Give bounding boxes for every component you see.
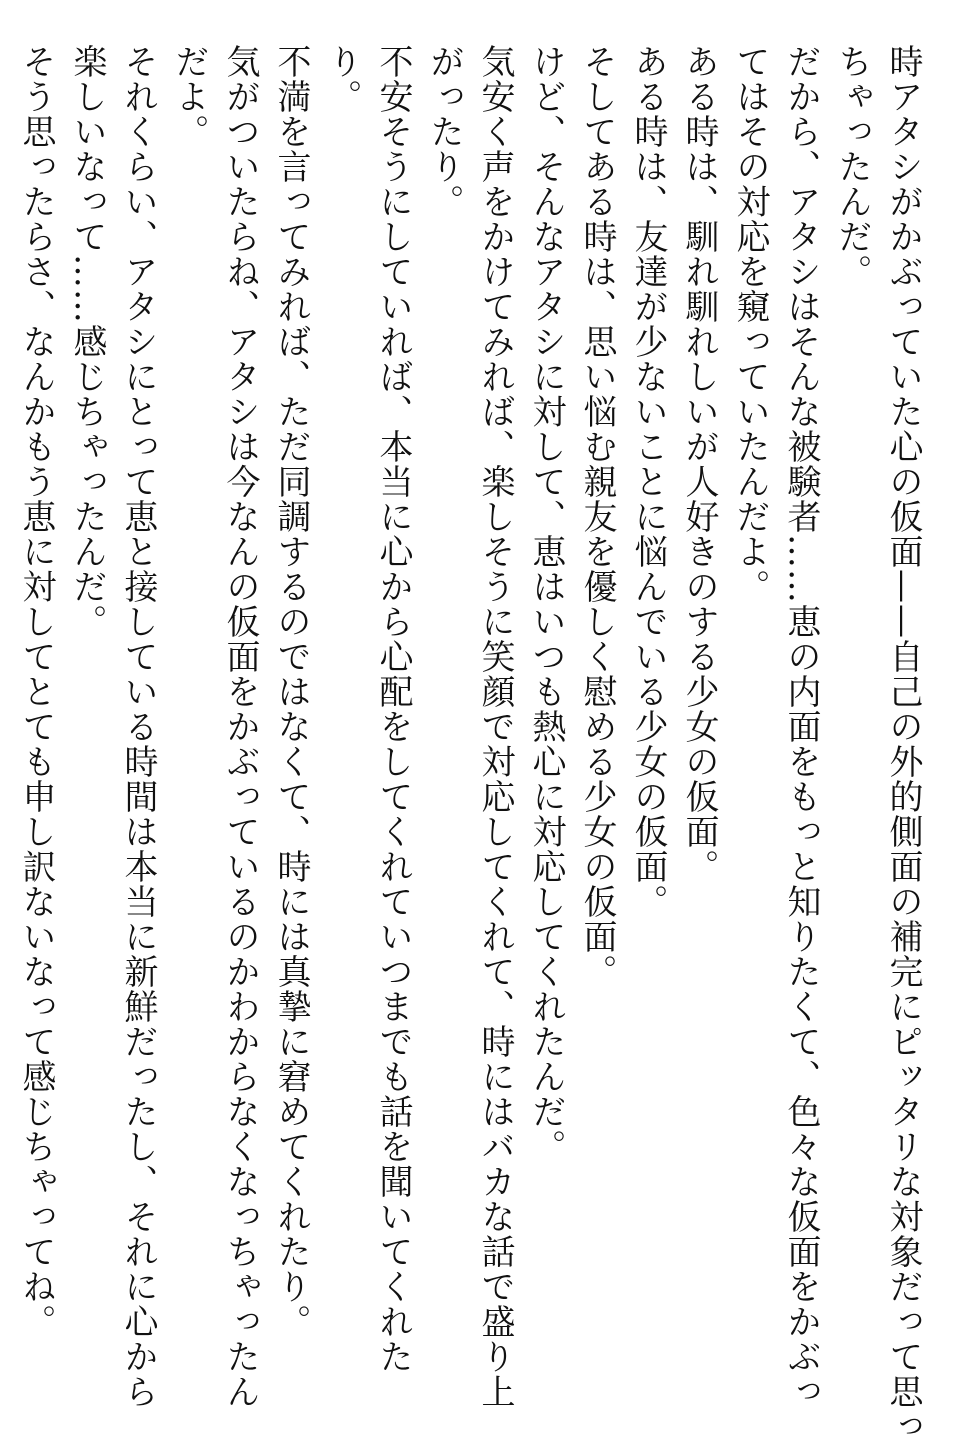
text-line: がったり。 [424,44,464,219]
text-line: そう思ったらさ、なんかもう恵に対してとても申し訳ないなって感じちゃってね。 [16,44,56,1339]
text-line: だから、アタシはそんな被験者……恵の内面をもっと知りたくて、色々な仮面をかぶっ [781,44,821,1409]
text-line: ある時は、馴れ馴れしいが人好きのする少女の仮面。 [679,44,719,884]
text-line: 時アタシがかぶっていた心の仮面——自己の外的側面の補完にピッタリな対象だって思っ [883,44,923,1444]
text-line: 不満を言ってみれば、ただ同調するのではなくて、時には真摯に窘めてくれたり。 [271,44,311,1339]
text-line: ある時は、友達が少ないことに悩んでいる少女の仮面。 [628,44,668,919]
text-line: てはその対応を窺っていたんだよ。 [730,44,770,604]
text-line: そしてある時は、思い悩む親友を優しく慰める少女の仮面。 [577,44,617,989]
text-line: 気安く声をかけてみれば、楽しそうに笑顔で対応してくれて、時にはバカな話で盛り上 [475,44,515,1409]
text-line: 気がついたらね、アタシは今なんの仮面をかぶっているのかわからなくなっちゃったん [220,44,260,1409]
text-line: それくらい、アタシにとって恵と接している時間は本当に新鮮だったし、それに心から [118,44,158,1409]
text-line: ちゃったんだ。 [832,44,872,289]
text-line: 不安そうにしていれば、本当に心から心配をしてくれていつまでも話を聞いてくれた [373,44,413,1374]
text-line: だよ。 [169,44,209,149]
text-line: 楽しいなって……感じちゃったんだ。 [67,44,107,639]
text-line: けど、そんなアタシに対して、恵はいつも熱心に対応してくれたんだ。 [526,44,566,1164]
text-line: り。 [322,44,362,114]
vertical-text-block [10,44,928,1444]
